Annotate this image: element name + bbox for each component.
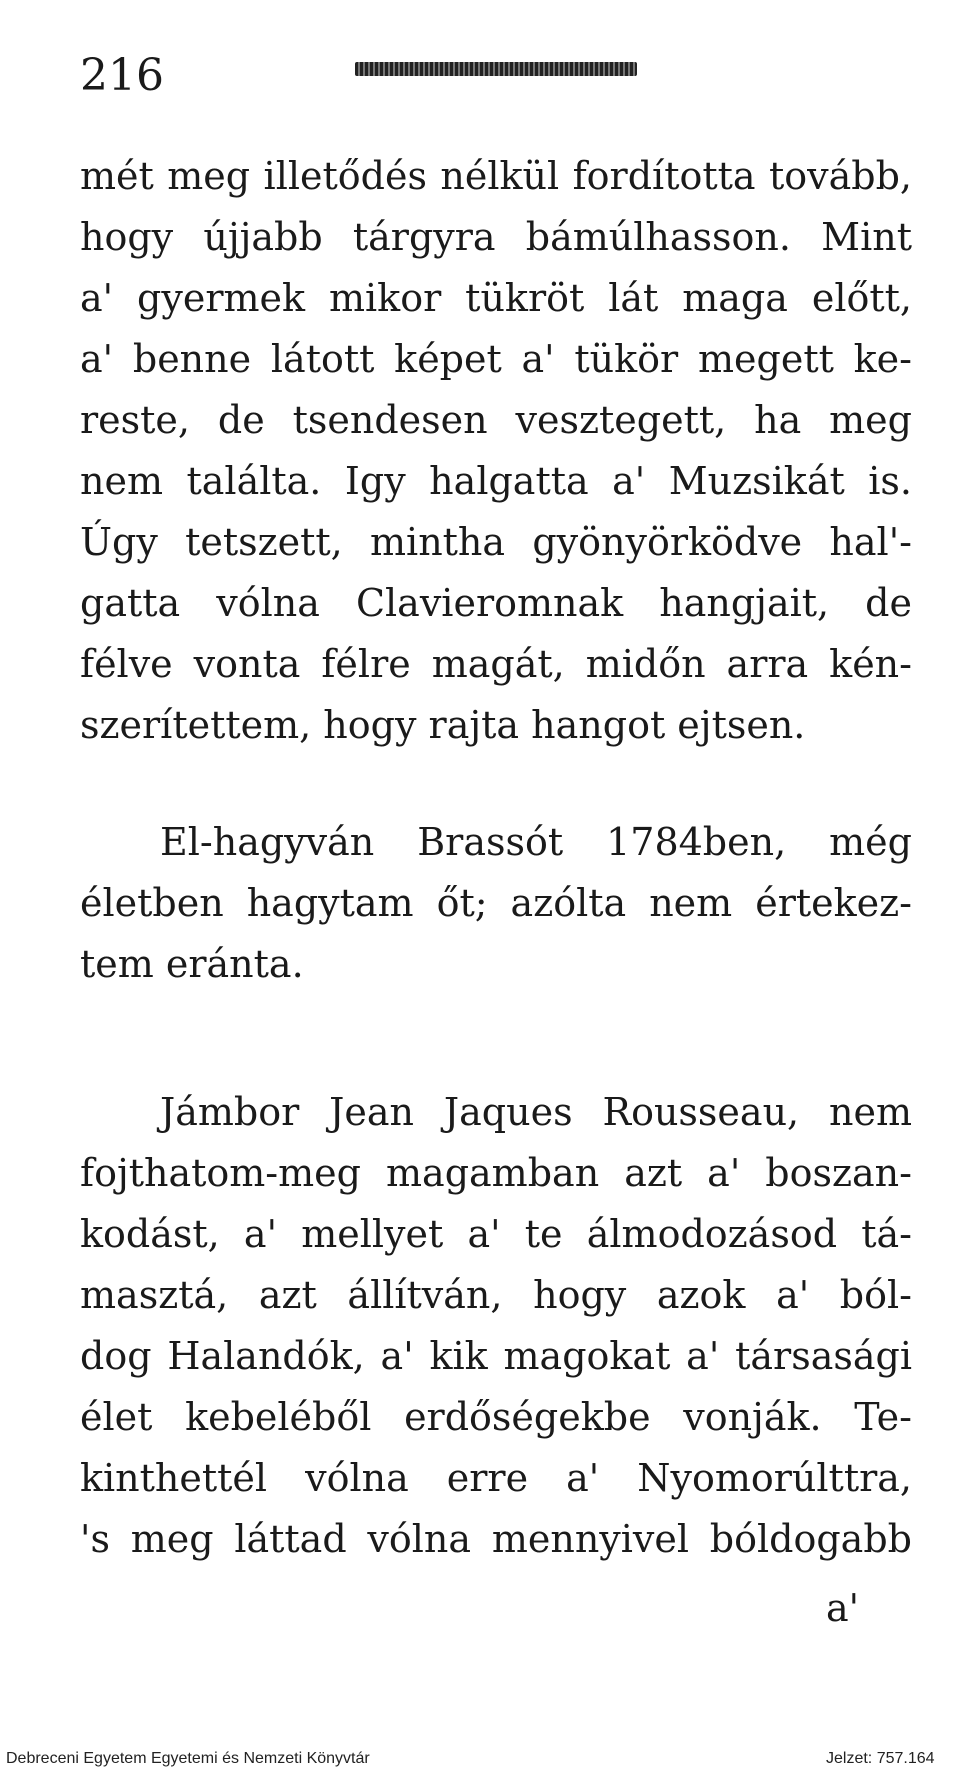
text-line: félve vonta félre magát, midőn arra kén-	[80, 642, 912, 686]
text-line: gatta vólna Clavieromnak hangjait, de	[80, 581, 912, 625]
text-line: dog Halandók, a' kik magokat a' társasági	[80, 1334, 912, 1378]
text-line: életben hagytam őt; azólta nem értekez-	[80, 881, 912, 925]
text-line: fojthatom-meg magamban azt a' boszan-	[80, 1151, 912, 1195]
page-number: 216	[80, 50, 164, 101]
paragraph-2	[80, 812, 912, 995]
text-line: kinthettél vólna erre a' Nyomorúlttra,	[80, 1456, 912, 1500]
text-line: a' benne látott képet a' tükör megett ke-	[80, 337, 912, 381]
paragraph-3	[80, 1082, 912, 1570]
footer-library-name: Debreceni Egyetem Egyetemi és Nemzeti Könyvtár	[6, 1750, 370, 1767]
text-line: a' gyermek mikor tükröt lát maga előtt,	[80, 276, 912, 320]
footer-shelfmark: Jelzet: 757.164	[826, 1750, 935, 1767]
text-line: reste, de tsendesen vesztegett, ha meg	[80, 398, 912, 442]
text-line: élet kebeléből erdőségekbe vonják. Te-	[80, 1395, 912, 1439]
text-line: kodást, a' mellyet a' te álmodozásod tá-	[80, 1212, 912, 1256]
text-line: tem eránta.	[80, 942, 304, 986]
text-line: hogy újjabb tárgyra bámúlhasson. Mint	[80, 215, 912, 259]
text-line: El-hagyván Brassót 1784ben, még	[160, 820, 912, 864]
paragraph-1	[80, 146, 912, 756]
text-line: masztá, azt állítván, hogy azok a' ból-	[80, 1273, 912, 1317]
text-line: Úgy tetszett, mintha gyönyörködve hal'-	[80, 520, 912, 564]
catchword: a'	[826, 1586, 860, 1630]
text-line: 's meg láttad vólna mennyivel bóldogabb	[80, 1517, 912, 1561]
header-rule	[355, 62, 637, 76]
text-line: nem találta. Igy halgatta a' Muzsikát is.	[80, 459, 912, 503]
text-line: mét meg illetődés nélkül fordította tovább,	[80, 154, 912, 198]
text-line: Jámbor Jean Jaques Rousseau, nem	[160, 1090, 912, 1134]
text-line: szerítettem, hogy rajta hangot ejtsen.	[80, 703, 806, 747]
